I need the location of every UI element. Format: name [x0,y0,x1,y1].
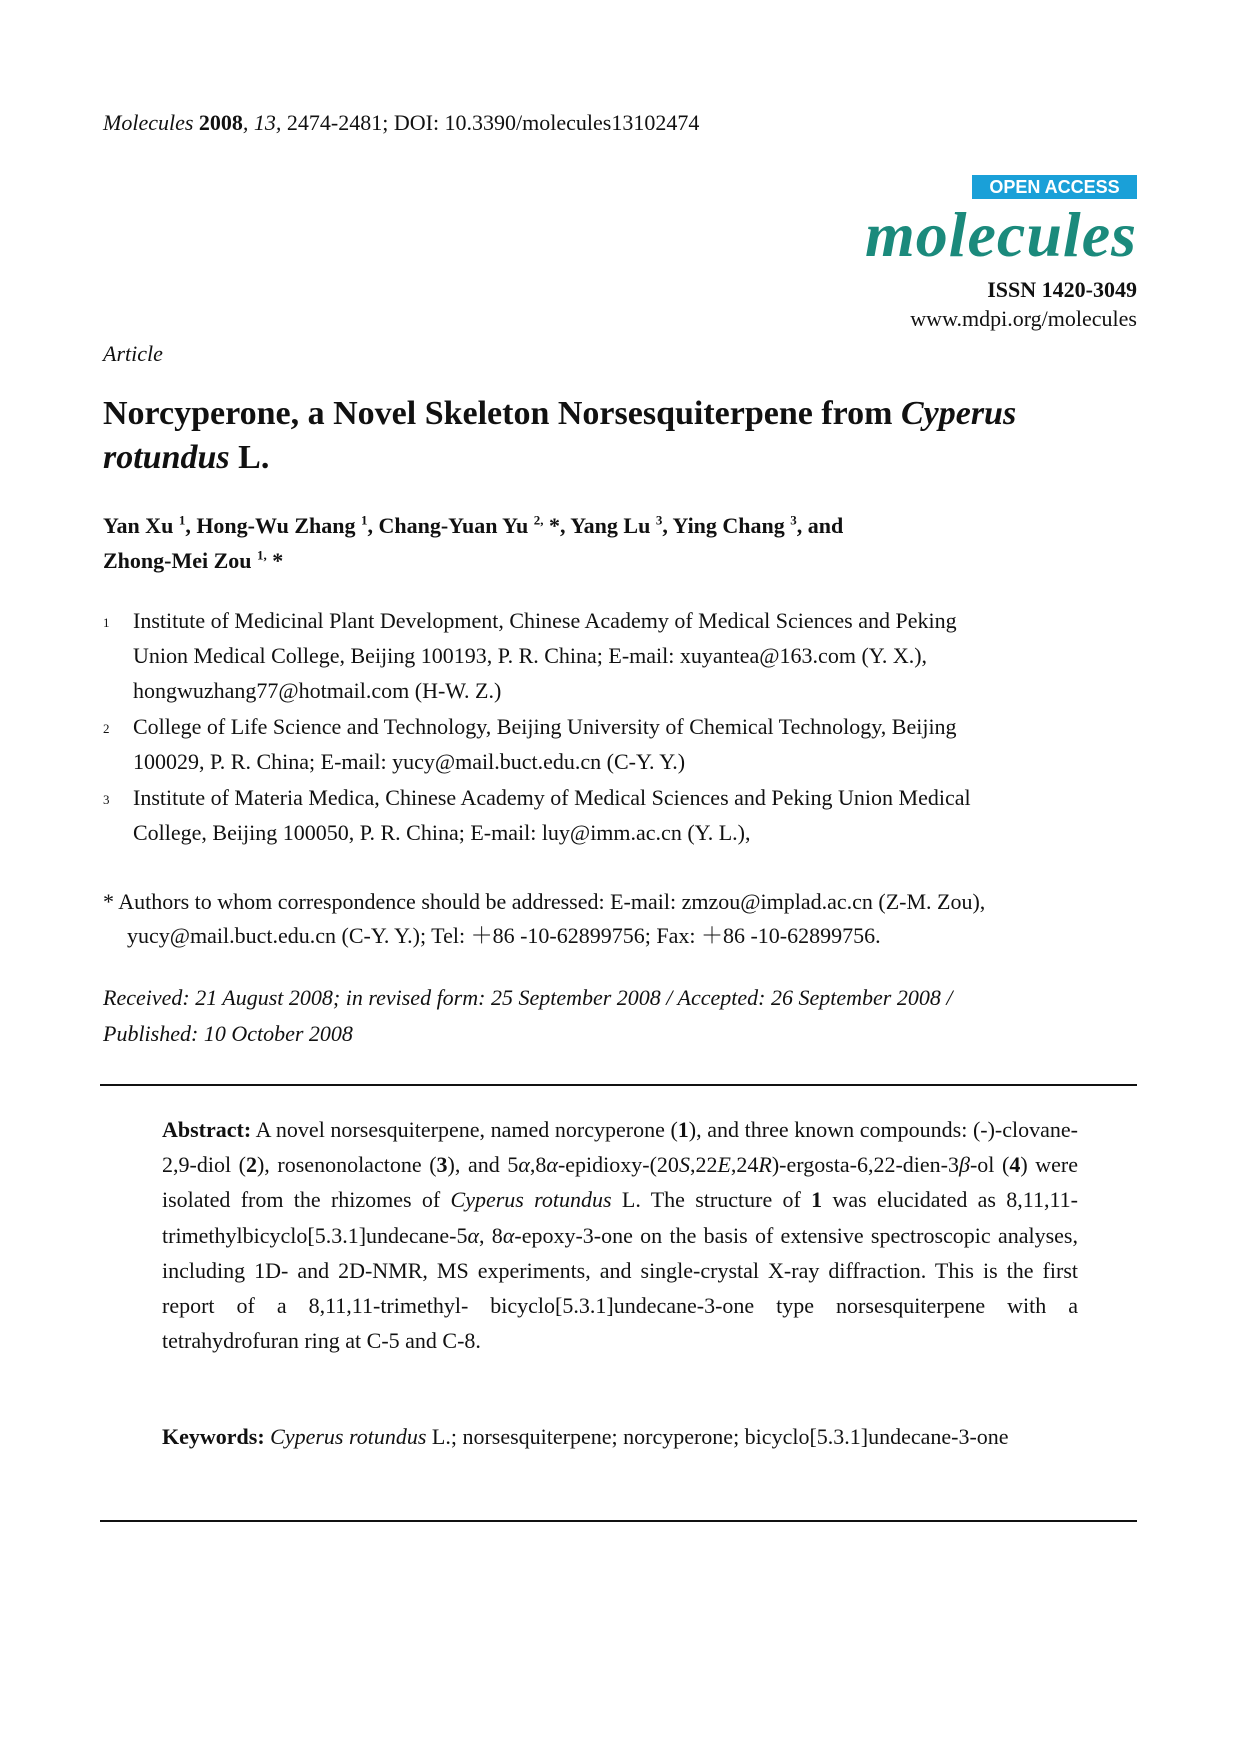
title-species: rotundus [103,439,230,476]
affiliation-3: 3 Institute of Materia Medica, Chinese Academy of Medical Sciences and Peking Union Medical College, Beijing 100050, P. R. China; E-mail: luy@imm.ac.cn (Y. L.), [103,780,1143,852]
journal-name: Molecules [103,110,194,135]
author: Yang Lu [570,513,651,538]
divider-top [100,1084,1137,1086]
author-list: Yan Xu $^1$, Hong-Wu Zhang $^1$, Chang-Yuan Yu $^{2,}$ *, Yang Lu $^3$, Ying Chang $^3$, and Zhong-Mei Zou $^{1,}$ * [103,512,844,573]
author: Ying Chang [672,513,785,538]
pages-doi: 2474-2481; DOI: 10.3390/molecules13102474 [281,110,700,135]
open-access-badge: OPEN ACCESS [972,175,1137,199]
author: Hong-Wu Zhang [196,513,356,538]
divider-bottom [100,1520,1137,1522]
affiliation-number: 3 [103,792,110,807]
affiliation-number: 1 [103,615,110,630]
keywords-label: Keywords: [162,1424,265,1449]
journal-volume: 13, [253,110,282,135]
abstract-label: Abstract: [162,1117,252,1142]
author: Chang-Yuan Yu [378,513,529,538]
author: Zhong-Mei Zou [103,548,252,573]
journal-url[interactable]: www.mdpi.org/molecules [910,306,1137,331]
affiliation-2: 2 College of Life Science and Technology, Beijing University of Chemical Technology, Beijing 100029, P. R. China; E-mail: yucy@mail.buct.edu.cn (C-Y. Y.) [103,709,1143,781]
issn: ISSN 1420-3049 [987,277,1137,302]
author: Yan Xu [103,513,174,538]
article-type: Article [103,341,163,366]
journal-year: 2008 [198,110,243,135]
paper-title: Norcyperone, a Novel Skeleton Norsesquiterpene from Cyperus rotundus L. [103,395,1017,476]
affiliation-1: 1 Institute of Medicinal Plant Development, Chinese Academy of Medical Sciences and Peking Union Medical College, Beijing 100193, P. R. China; E-mail: xuyantea@163.com (Y. X.), hongwuzhang77@hotmail.com (H-W. Z.) [103,603,1143,711]
abstract: Abstract: A novel norsesquiterpene, named norcyperone (1), and three known compounds: (-)-clovane-2,9-diol (2), rosenonolactone (3), and 5α,8α-epidioxy-(20S,22E,24R)-ergosta-6,22-dien-3β-ol (4) were isolated from the rhizomes of Cyperus rotundus L. The structure of 1 was elucidated as 8,11,11-trimethylbicyclo[5.3.1]undecane-5α, 8α-epoxy-3-one on the basis of extensive spectroscopic analyses, including 1D- and 2D-NMR, MS experiments, and single-crystal X-ray diffraction. This is the first report of a 8,11,11-trimethyl- bicyclo[5.3.1]undecane-3-one type norsesquiterpene with a tetrahydrofuran ring at C-5 and C-8. [162,1117,1079,1354]
title-genus: Cyperus [900,395,1017,432]
publication-dates: Received: 21 August 2008; in revised form: 25 September 2008 / Accepted: 26 September 2008 / Published: 10 October 2008 [103,985,953,1046]
correspondence: * Authors to whom correspondence should be addressed: E-mail: zmzou@implad.ac.cn (Z-M. Zou), yucy@mail.buct.edu.cn (C-Y. Y.); Tel: ＋86 -10-62899756; Fax: ＋86 -10-62899756. [103,889,986,948]
keywords: Keywords: Cyperus rotundus L.; norsesquiterpene; norcyperone; bicyclo[5.3.1]undecane-3-one [162,1424,1009,1449]
affiliation-number: 2 [103,721,110,736]
journal-logo: molecules [864,199,1137,270]
citation-line: Molecules 2008, 13, 2474-2481; DOI: 10.3390/molecules13102474 [103,110,700,135]
